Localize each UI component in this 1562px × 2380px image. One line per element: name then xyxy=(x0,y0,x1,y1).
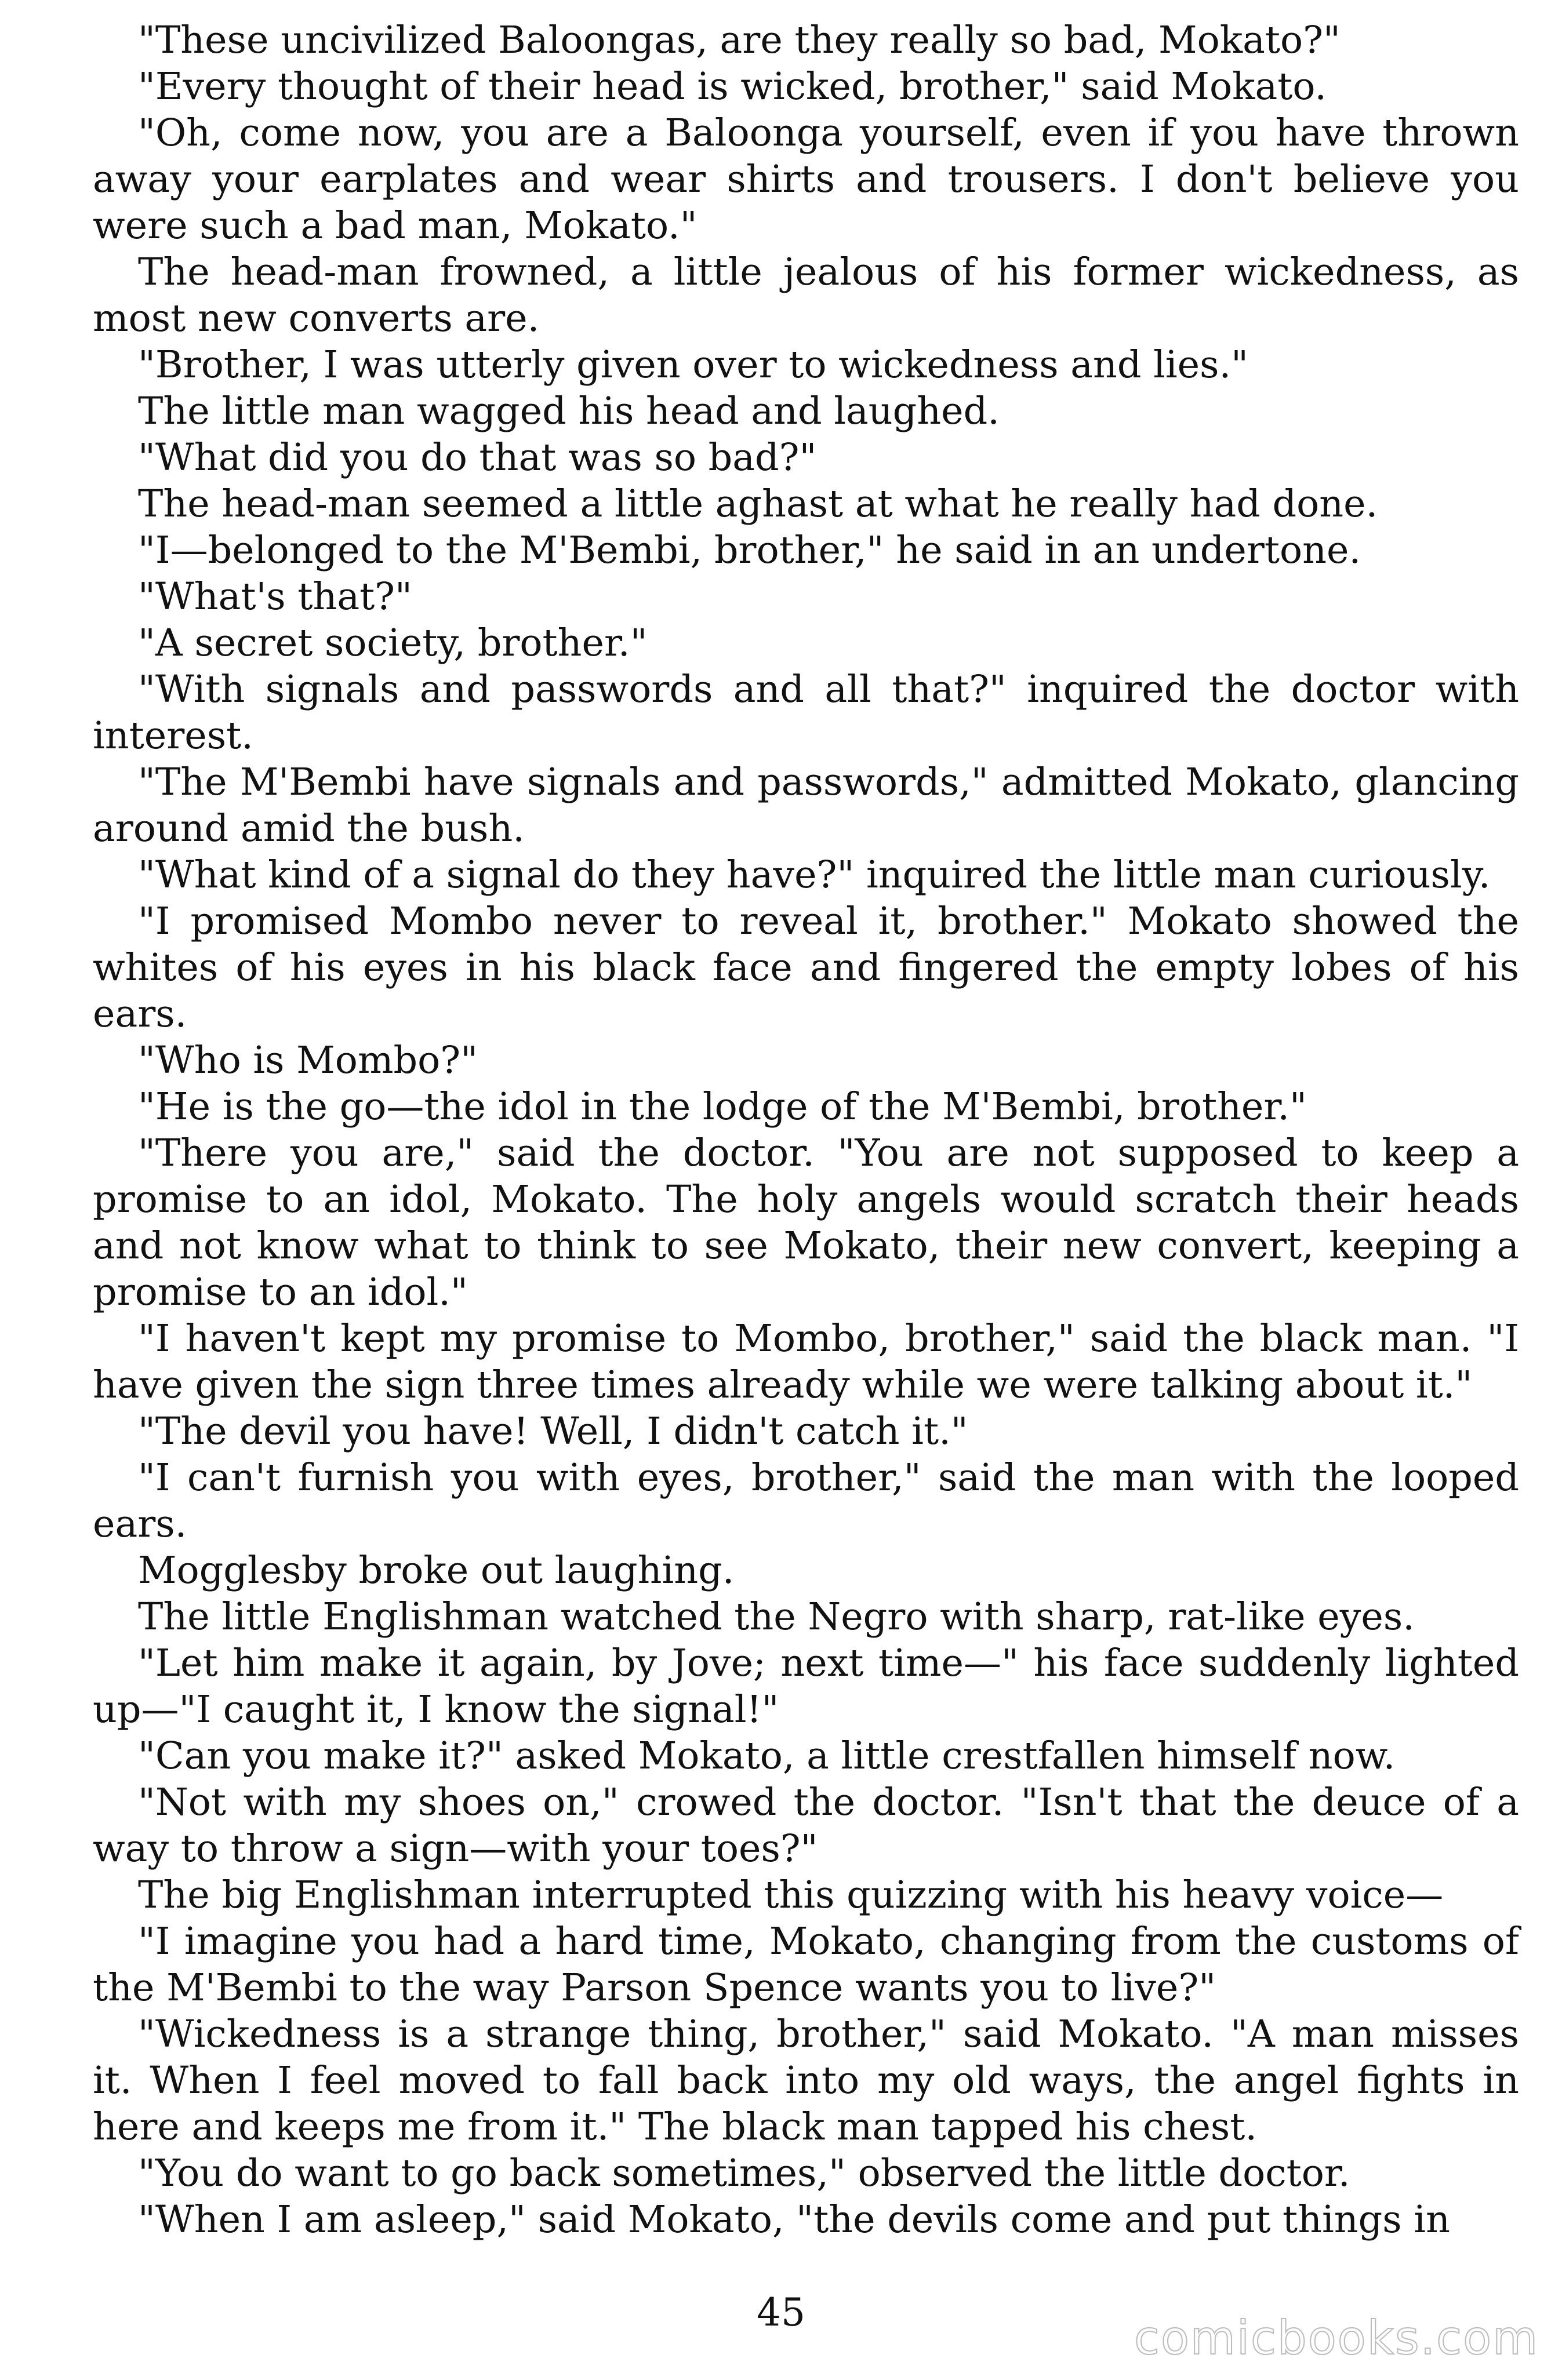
paragraph-30: "You do want to go back sometimes," observed the little doctor. xyxy=(138,2152,1350,2195)
paragraph-31: "When I am asleep," said Mokato, "the devils come and put things in xyxy=(138,2198,1450,2241)
paragraph-20: "The devil you have! Well, I didn't catch it." xyxy=(138,1410,968,1453)
paragraph-7: "What did you do that was so bad?" xyxy=(138,436,817,479)
site-watermark: comicbooks.com xyxy=(1134,2311,1539,2365)
paragraph-28: "I imagine you had a hard time, Mokato, changing from the customs of the M'Bembi to the way Parson Spence wants you to live?" xyxy=(93,1920,1519,2010)
paragraph-13: "The M'Bembi have signals and passwords," admitted Mokato, glancing around amid the bush. xyxy=(93,760,1519,850)
paragraph-8: The head-man seemed a little aghast at what he really had done. xyxy=(138,482,1378,526)
paragraph-19: "I haven't kept my promise to Mombo, brother," said the black man. "I have given the sign three times already while we were talking about it." xyxy=(93,1317,1519,1407)
paragraph-17: "He is the go—the idol in the lodge of the M'Bembi, brother." xyxy=(138,1085,1307,1129)
paragraph-12: "With signals and passwords and all that?" inquired the doctor with interest. xyxy=(93,668,1519,758)
paragraph-18: "There you are," said the doctor. "You are not supposed to keep a promise to an idol, Mokato. The holy angels would scratch their heads and not know what to think to see Mokato, their new convert, keeping a promise to an idol." xyxy=(93,1131,1519,1314)
paragraph-1: "These uncivilized Baloongas, are they really so bad, Mokato?" xyxy=(138,19,1341,62)
page-body xyxy=(93,17,1519,2243)
paragraph-23: The little Englishman watched the Negro with sharp, rat-like eyes. xyxy=(138,1595,1415,1639)
paragraph-3: "Oh, come now, you are a Baloonga yourself, even if you have thrown away your earplates and wear shirts and trousers. I don't believe you were such a bad man, Mokato." xyxy=(93,111,1519,248)
paragraph-25: "Can you make it?" asked Mokato, a little crestfallen himself now. xyxy=(138,1734,1396,1778)
paragraph-2: "Every thought of their head is wicked, brother," said Mokato. xyxy=(138,65,1327,108)
paragraph-29: "Wickedness is a strange thing, brother," said Mokato. "A man misses it. When I feel moved to fall back into my old ways, the angel fights in here and keeps me from it." The black man tapped his chest. xyxy=(93,2013,1519,2149)
paragraph-6: The little man wagged his head and laughed. xyxy=(138,390,1000,433)
paragraph-5: "Brother, I was utterly given over to wickedness and lies." xyxy=(138,343,1249,387)
paragraph-21: "I can't furnish you with eyes, brother," said the man with the looped ears. xyxy=(93,1456,1519,1546)
page-number: 45 xyxy=(757,2290,805,2335)
paragraph-26: "Not with my shoes on," crowed the doctor. "Isn't that the deuce of a way to throw a sign—with your toes?" xyxy=(93,1781,1519,1870)
paragraph-9: "I—belonged to the M'Bembi, brother," he said in an undertone. xyxy=(138,529,1361,572)
paragraph-22: Mogglesby broke out laughing. xyxy=(138,1549,735,1592)
paragraph-14: "What kind of a signal do they have?" inquired the little man curiously. xyxy=(138,853,1491,897)
paragraph-24: "Let him make it again, by Jove; next time—" his face suddenly lighted up—"I caught it, I know the signal!" xyxy=(93,1642,1519,1731)
paragraph-16: "Who is Mombo?" xyxy=(138,1039,478,1082)
paragraph-11: "A secret society, brother." xyxy=(138,621,648,665)
paragraph-15: "I promised Mombo never to reveal it, brother." Mokato showed the whites of his eyes in his black face and fingered the empty lobes of his ears. xyxy=(93,900,1519,1036)
paragraph-4: The head-man frowned, a little jealous of his former wickedness, as most new converts are. xyxy=(93,250,1519,340)
paragraph-27: The big Englishman interrupted this quizzing with his heavy voice— xyxy=(138,1873,1444,1917)
paragraph-10: "What's that?" xyxy=(138,575,412,618)
